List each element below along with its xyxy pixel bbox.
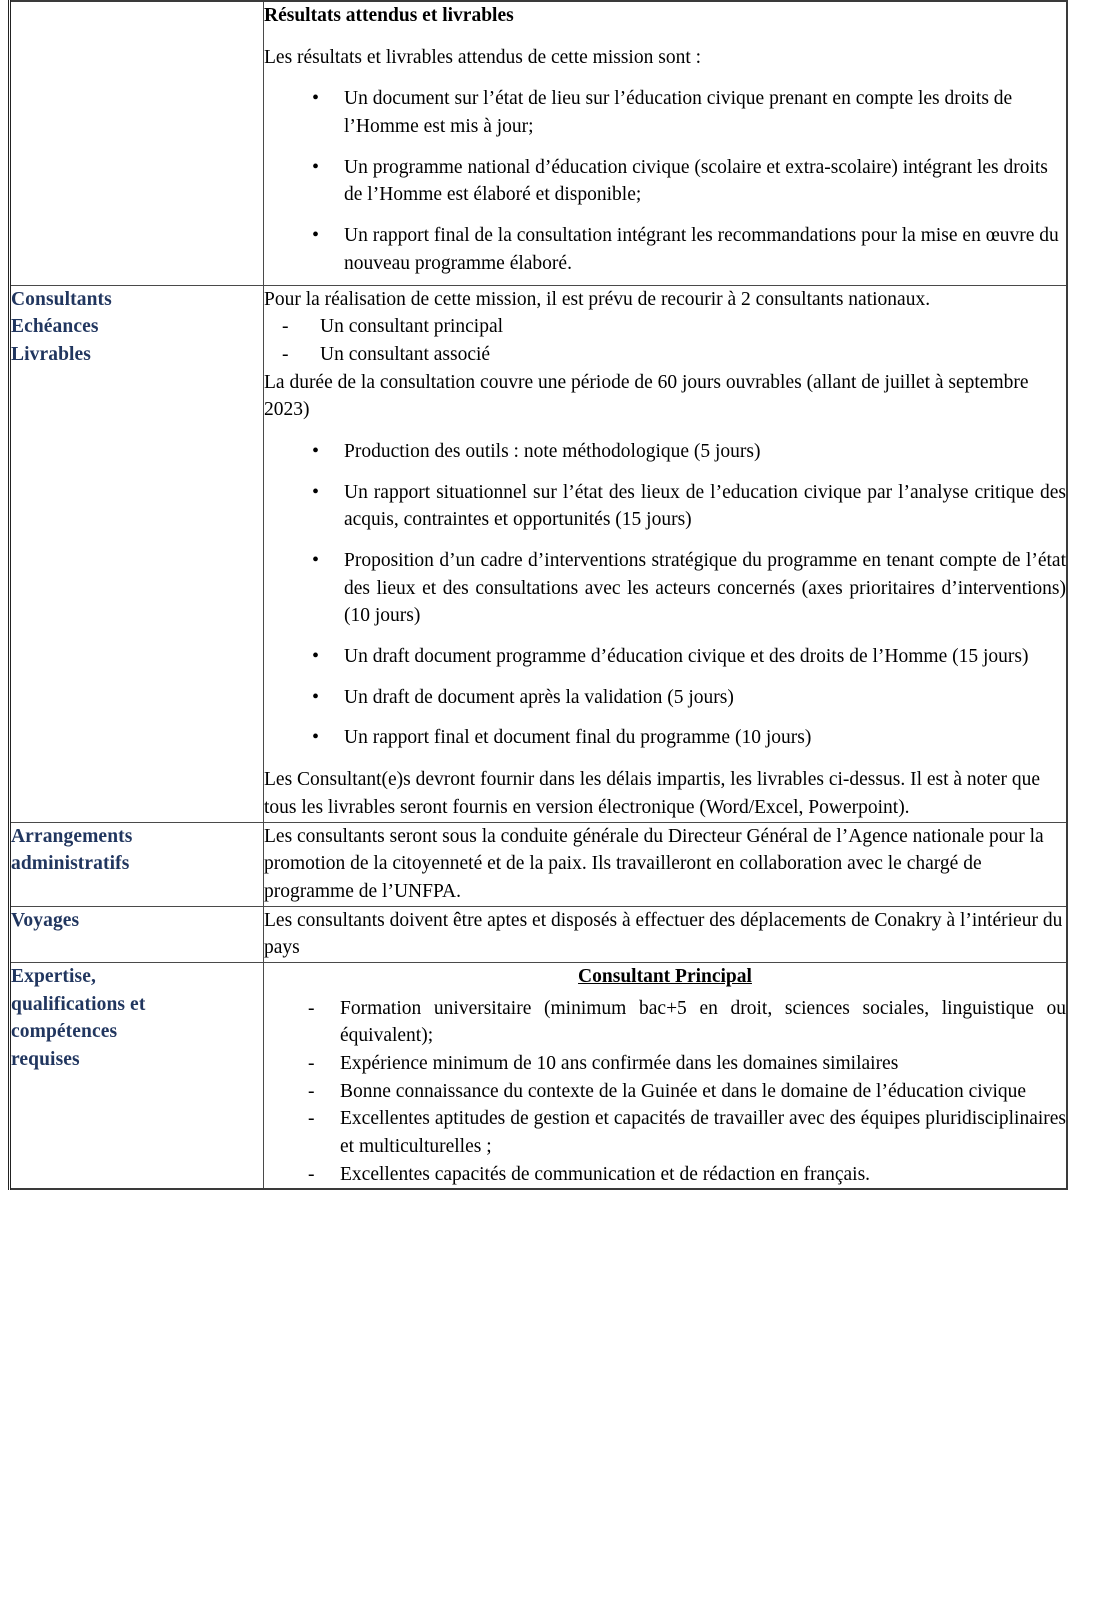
- spacer: [264, 278, 1066, 285]
- row-body-cell-consultants: [264, 285, 1068, 822]
- list-item: - Un consultant principal: [264, 313, 1066, 341]
- list-item: • Un draft document programme d’éducation civique et des droits de l’Homme (15 jours): [264, 643, 1066, 671]
- row-label-voyages: Voyages: [11, 909, 80, 931]
- row-body-cell-resultats: [264, 1, 1068, 285]
- terms-of-reference-table: [8, 0, 1068, 1190]
- row-body-cell-voyages: [264, 906, 1068, 962]
- row-label-arrangements-line-1: Arrangements: [11, 825, 133, 847]
- section-heading-resultats: Résultats attendus et livrables: [264, 5, 514, 26]
- row-label-expertise-line-3: compétences: [11, 1021, 118, 1043]
- row-label-cell-expertise: [10, 962, 264, 1189]
- row-label-consultants-line-3: Livrables: [11, 343, 91, 365]
- table-row-voyages: [10, 906, 1068, 962]
- table-row-consultants: [10, 285, 1068, 822]
- list-item: • Production des outils : note méthodologique (5 jours): [264, 438, 1066, 466]
- subsection-title-consultant-principal: Consultant Principal: [578, 965, 752, 987]
- row-label-consultants-line-1: Consultants: [11, 288, 112, 310]
- list-item: • Un rapport final de la consultation intégrant les recommandations pour la mise en œuvre du nouveau programme élaboré.: [264, 222, 1066, 277]
- list-item: - Bonne connaissance du contexte de la Guinée et dans le domaine de l’éducation civique: [264, 1078, 1066, 1106]
- list-item: • Un rapport final et document final du programme (10 jours): [264, 724, 1066, 752]
- deliverables-list-resultats: [264, 85, 1066, 277]
- intro-paragraph-consultants: Pour la réalisation de cette mission, il est prévu de recourir à 2 consultants nationaux.: [264, 288, 931, 310]
- row-body-cell-arrangements: [264, 822, 1068, 906]
- row-label-cell-consultants: [10, 285, 264, 822]
- list-item: • Un document sur l’état de lieu sur l’éducation civique prenant en compte les droits de l’Homme est mis à jour;: [264, 85, 1066, 140]
- spacer: [264, 424, 1066, 438]
- list-item: - Expérience minimum de 10 ans confirmée dans les domaines similaires: [264, 1050, 1066, 1078]
- list-item: • Un rapport situationnel sur l’état des lieux de l’education civique par l’analyse critique des acquis, contraintes et opportunités (15 jours): [264, 479, 1066, 534]
- duration-paragraph: La durée de la consultation couvre une période de 60 jours ouvrables (allant de juillet à septembre 2023): [264, 371, 1029, 421]
- row-label-expertise-line-1: Expertise,: [11, 965, 96, 987]
- consultants-deliverables-list: [264, 438, 1066, 752]
- spacer: [264, 30, 1066, 44]
- spacer: [264, 71, 1066, 85]
- list-item: • Un draft de document après la validation (5 jours): [264, 684, 1066, 712]
- body-paragraph-arrangements: Les consultants seront sous la conduite générale du Directeur Général de l’Agence nationale pour la promotion de la citoyenneté et de la paix. Ils travailleront en collaboration avec le chargé de programme de l’UNFPA.: [264, 825, 1044, 902]
- closing-paragraph-consultants: Les Consultant(e)s devront fournir dans les délais impartis, les livrables ci-dessus. Il est à noter que tous les livrables seront fournis en version électronique (Word/Excel, Powerpoint).: [264, 769, 1041, 818]
- intro-paragraph-resultats: Les résultats et livrables attendus de cette mission sont :: [264, 46, 702, 68]
- spacer: [264, 752, 1066, 766]
- table-row-resultats: [10, 1, 1068, 285]
- list-item: - Excellentes capacités de communication et de rédaction en français.: [264, 1161, 1066, 1189]
- table-row-expertise: [10, 962, 1068, 1189]
- list-item: - Excellentes aptitudes de gestion et capacités de travailler avec des équipes pluridisciplinaires et multiculturelles ;: [264, 1105, 1066, 1160]
- list-item: • Proposition d’un cadre d’interventions stratégique du programme en tenant compte de l’état des lieux et des consultations avec les acteurs concernés (axes prioritaires d’interventions) (10 jours): [264, 547, 1066, 630]
- body-paragraph-voyages: Les consultants doivent être aptes et disposés à effectuer des déplacements de Conakry à l’intérieur du pays: [264, 909, 1063, 959]
- expertise-requirements-list: [264, 995, 1066, 1189]
- row-body-cell-expertise: [264, 962, 1068, 1189]
- list-item: • Un programme national d’éducation civique (scolaire et extra-scolaire) intégrant les droits de l’Homme est élaboré et disponible;: [264, 154, 1066, 209]
- list-item: - Formation universitaire (minimum bac+5 en droit, sciences sociales, linguistique ou équivalent);: [264, 995, 1066, 1050]
- row-label-cell-resultats: [10, 1, 264, 285]
- row-label-expertise-line-4: requises: [11, 1049, 80, 1070]
- table-row-arrangements: [10, 822, 1068, 906]
- row-label-consultants-line-2: Echéances: [11, 316, 99, 338]
- row-label-cell-arrangements: [10, 822, 264, 906]
- consultant-types-list: [264, 313, 1066, 368]
- row-label-expertise-line-2: qualifications et: [11, 993, 146, 1015]
- list-item: - Un consultant associé: [264, 341, 1066, 369]
- row-label-cell-voyages: [10, 906, 264, 962]
- row-label-arrangements-line-2: administratifs: [11, 853, 130, 875]
